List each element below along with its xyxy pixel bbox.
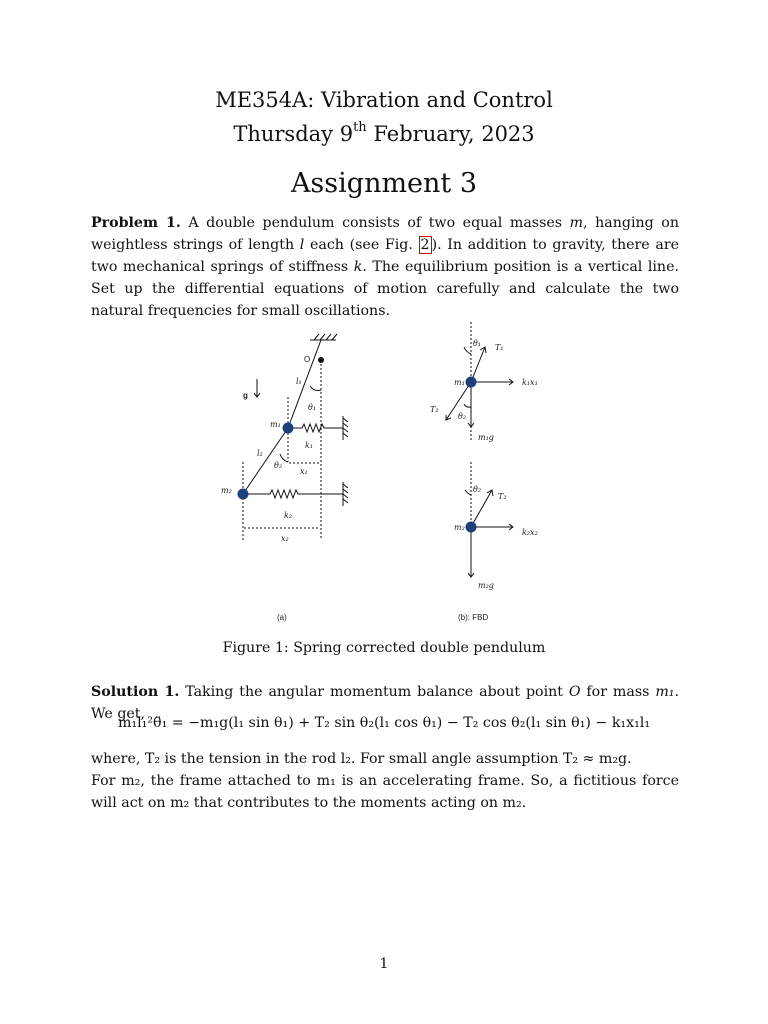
fbd1-k1x1-label: k₁x₁ bbox=[522, 378, 538, 387]
solution-label: Solution 1. bbox=[91, 684, 180, 700]
figure-reference-link[interactable]: 2 bbox=[420, 237, 430, 253]
fbd1-theta1-label: θ₁ bbox=[473, 339, 482, 348]
fbd1-m1-label: m₁ bbox=[454, 378, 465, 387]
x1-label: x₁ bbox=[300, 467, 308, 476]
date-rest: February, 2023 bbox=[366, 122, 535, 146]
fbd1-t2-label: T₂ bbox=[430, 405, 439, 414]
fbd2-t2-label: T₂ bbox=[498, 492, 507, 501]
var-m1: m₁ bbox=[655, 684, 675, 700]
fbd2-theta2-arc bbox=[465, 490, 471, 495]
l1-label: l₁ bbox=[296, 377, 302, 386]
var-m: m bbox=[569, 215, 584, 231]
date-line bbox=[0, 122, 768, 146]
problem-label: Problem 1. bbox=[91, 215, 181, 231]
fbd1-t1-label: T₁ bbox=[495, 343, 504, 352]
solution-text: . We get, bbox=[91, 684, 679, 722]
rod-l1 bbox=[288, 340, 321, 428]
problem-text: A double pendulum consists of two equal masses bbox=[180, 215, 570, 231]
spring-k2 bbox=[243, 490, 343, 498]
page-number: 1 bbox=[379, 956, 389, 972]
ceiling-hatch bbox=[314, 334, 337, 340]
pivot-point bbox=[318, 357, 324, 363]
fbd2-m2-label: m₂ bbox=[454, 523, 465, 532]
fbd1-m1g-label: m₁g bbox=[478, 433, 494, 442]
x2-label: x₂ bbox=[281, 534, 289, 543]
assignment-title: Assignment 3 bbox=[290, 168, 478, 199]
fbd2-m2g-label: m₂g bbox=[478, 581, 494, 590]
l2-label: l₂ bbox=[257, 449, 263, 458]
var-k: k bbox=[353, 259, 363, 275]
theta1-label: θ₁ bbox=[308, 403, 317, 412]
wall-1-hatch bbox=[343, 418, 348, 437]
fbd1-theta2-label: θ₂ bbox=[458, 412, 467, 421]
var-O: O bbox=[568, 684, 581, 700]
m2-label: m₂ bbox=[221, 486, 232, 495]
date-day: Thursday 9 bbox=[233, 122, 354, 146]
mass-m1 bbox=[283, 423, 294, 434]
k2-label: k₂ bbox=[284, 511, 293, 520]
fbd1-theta2-arc bbox=[464, 404, 471, 407]
theta1-arc bbox=[310, 386, 321, 391]
pivot-label: O bbox=[304, 355, 311, 364]
spring-k1 bbox=[288, 424, 343, 432]
figure-caption: Figure 1: Spring corrected double pendulum bbox=[222, 640, 546, 656]
fbd-mass-m2 bbox=[466, 522, 477, 533]
course-title: ME354A: Vibration and Control bbox=[215, 88, 553, 112]
gravity-label: g bbox=[243, 391, 248, 400]
problem-statement bbox=[91, 212, 679, 322]
double-pendulum-figure bbox=[210, 322, 550, 632]
var-l: l bbox=[299, 237, 305, 253]
solution-text: for mass bbox=[580, 684, 656, 700]
fbd2-theta2-label: θ₂ bbox=[473, 485, 482, 494]
solution-text: Taking the angular momentum balance about point bbox=[179, 684, 569, 700]
problem-text: ). In addition to gravity, there are two mechanical springs of stiffness bbox=[91, 237, 679, 275]
solution-line-2: For m₂, the frame attached to m₁ is an accelerating frame. So, a fictitious force will act on m₂ that contributes to the moments acting on m₂. bbox=[91, 773, 679, 811]
fbd2-k2x2-label: k₂x₂ bbox=[522, 528, 538, 537]
angular-momentum-equation: m₁l₁²θ̈₁ = −m₁g(l₁ sin θ₁) + T₂ sin θ₂(l₁ cos θ₁) − T₂ cos θ₂(l₁ sin θ₁) − k₁x₁l₁ bbox=[117, 715, 651, 731]
label-b: (b): FBD bbox=[458, 613, 489, 622]
fbd1-t1 bbox=[471, 347, 485, 382]
date-superscript: th bbox=[353, 120, 367, 135]
solution-line-1: where, T₂ is the tension in the rod l₂. For small angle assumption T₂ ≈ m₂g. bbox=[91, 751, 632, 767]
problem-text: each (see Fig. bbox=[304, 237, 419, 253]
problem-text: . The equilibrium position is a vertical line. Set up the differential equations of motion carefully and calculate the two natural frequencies for small oscillations. bbox=[91, 259, 679, 319]
pendulum-schematic bbox=[243, 334, 348, 540]
fbd-mass-m1 bbox=[466, 377, 477, 388]
label-a: (a) bbox=[277, 613, 287, 622]
theta2-label: θ₂ bbox=[274, 461, 283, 470]
solution-explanation bbox=[91, 748, 679, 814]
fbd1-theta1-arc bbox=[464, 347, 471, 354]
wall-2-hatch bbox=[343, 484, 348, 503]
fbd-diagram bbox=[446, 322, 513, 577]
m1-label: m₁ bbox=[270, 420, 281, 429]
problem-text: , hanging on weightless strings of length bbox=[91, 215, 679, 253]
mass-m2 bbox=[238, 489, 249, 500]
k1-label: k₁ bbox=[305, 441, 314, 450]
fbd2-t2 bbox=[471, 490, 492, 527]
